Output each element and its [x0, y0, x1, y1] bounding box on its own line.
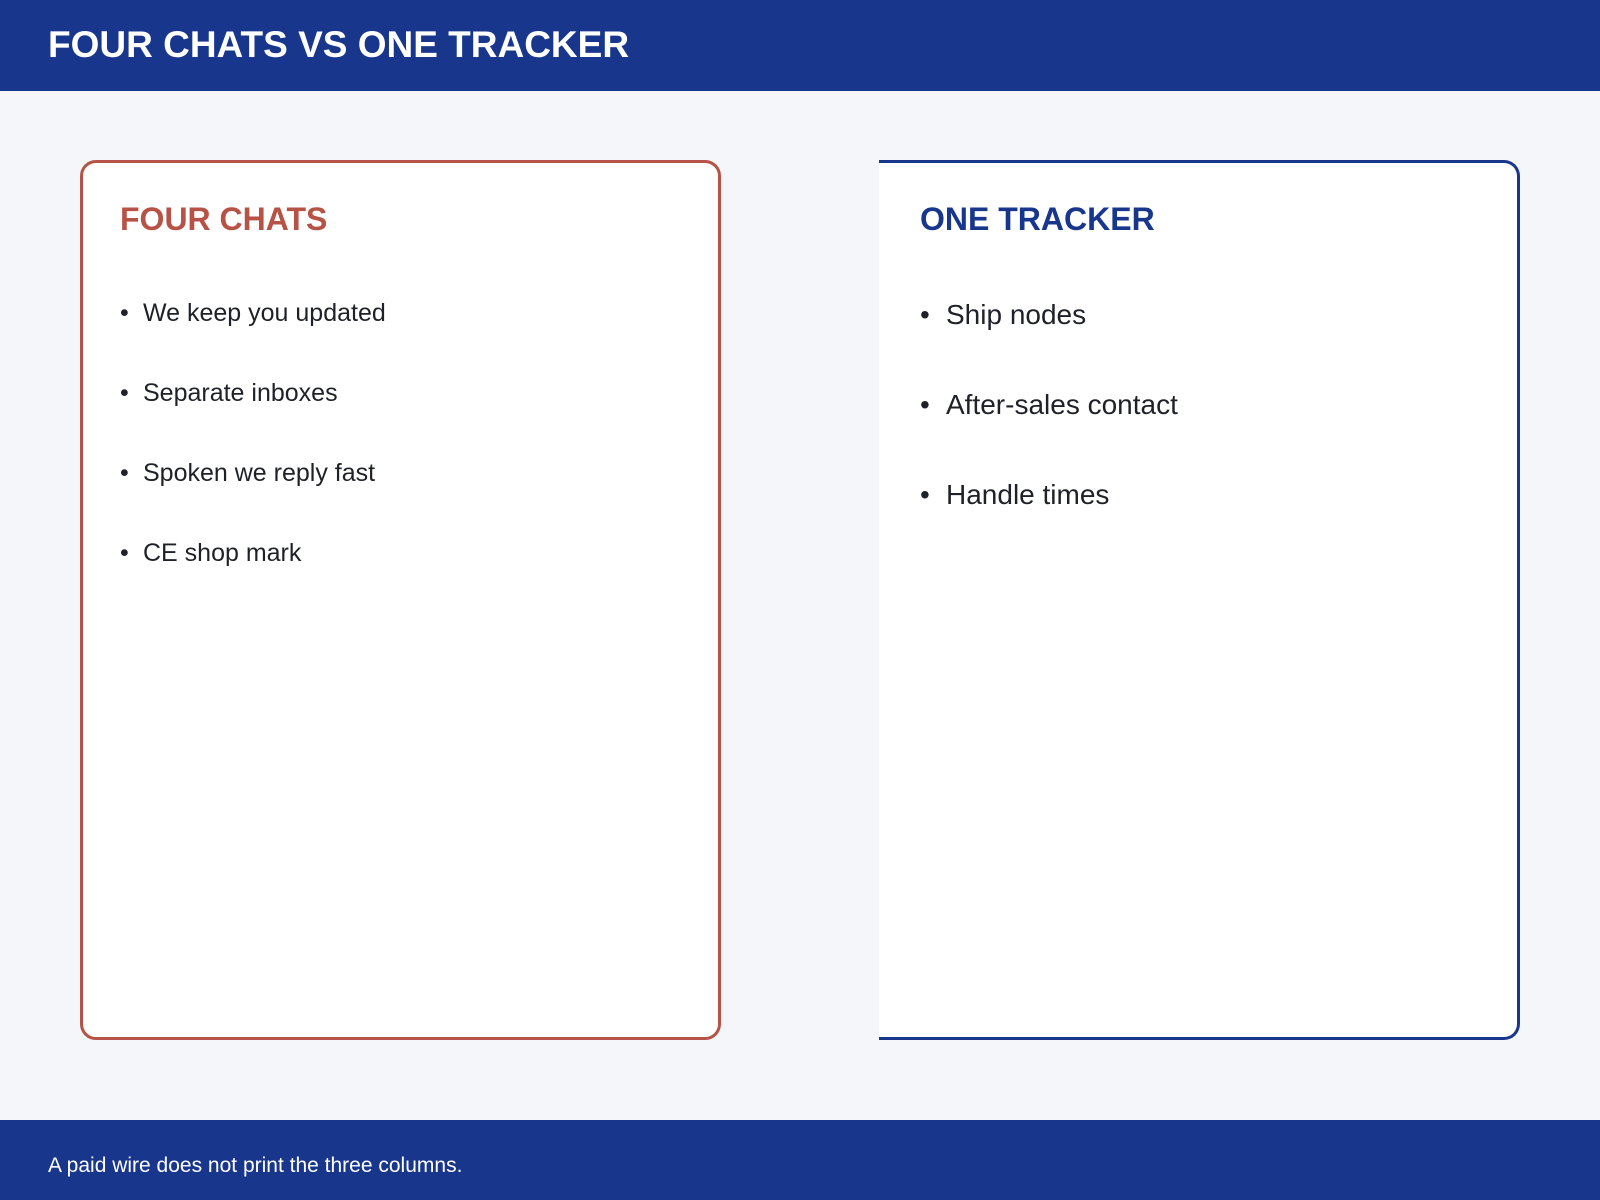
footer-note: A paid wire does not print the three columns.	[48, 1154, 463, 1177]
bullet-icon: •	[920, 299, 930, 330]
header-bar	[0, 0, 1600, 91]
list-item-label: Ship nodes	[946, 299, 1087, 330]
bullet-icon: •	[120, 379, 129, 407]
bullet-icon: •	[120, 459, 129, 487]
bullet-icon: •	[120, 299, 129, 327]
list-item	[920, 479, 1178, 569]
four-chats-title: FOUR CHATS	[120, 201, 328, 237]
footer-bar	[0, 1120, 1600, 1200]
page-title: FOUR CHATS VS ONE TRACKER	[48, 24, 630, 65]
four-chats-list	[120, 298, 386, 618]
list-item-label: Separate inboxes	[143, 379, 338, 407]
list-item	[920, 389, 1178, 479]
list-item-label: Spoken we reply fast	[143, 459, 376, 487]
one-tracker-title: ONE TRACKER	[920, 201, 1155, 237]
list-item-label: Handle times	[946, 479, 1110, 510]
four-chats-panel	[80, 160, 721, 1040]
bullet-icon: •	[920, 479, 930, 510]
one-tracker-list	[920, 299, 1178, 569]
one-tracker-panel	[879, 160, 1520, 1040]
bullet-icon: •	[120, 539, 129, 567]
list-item-label: We keep you updated	[143, 299, 386, 327]
list-item	[120, 378, 386, 458]
bullet-icon: •	[920, 389, 930, 420]
list-item-label: After-sales contact	[946, 389, 1178, 420]
list-item	[120, 458, 386, 538]
list-item-label: CE shop mark	[143, 539, 302, 567]
list-item	[920, 299, 1178, 389]
list-item	[120, 298, 386, 378]
list-item	[120, 538, 386, 618]
